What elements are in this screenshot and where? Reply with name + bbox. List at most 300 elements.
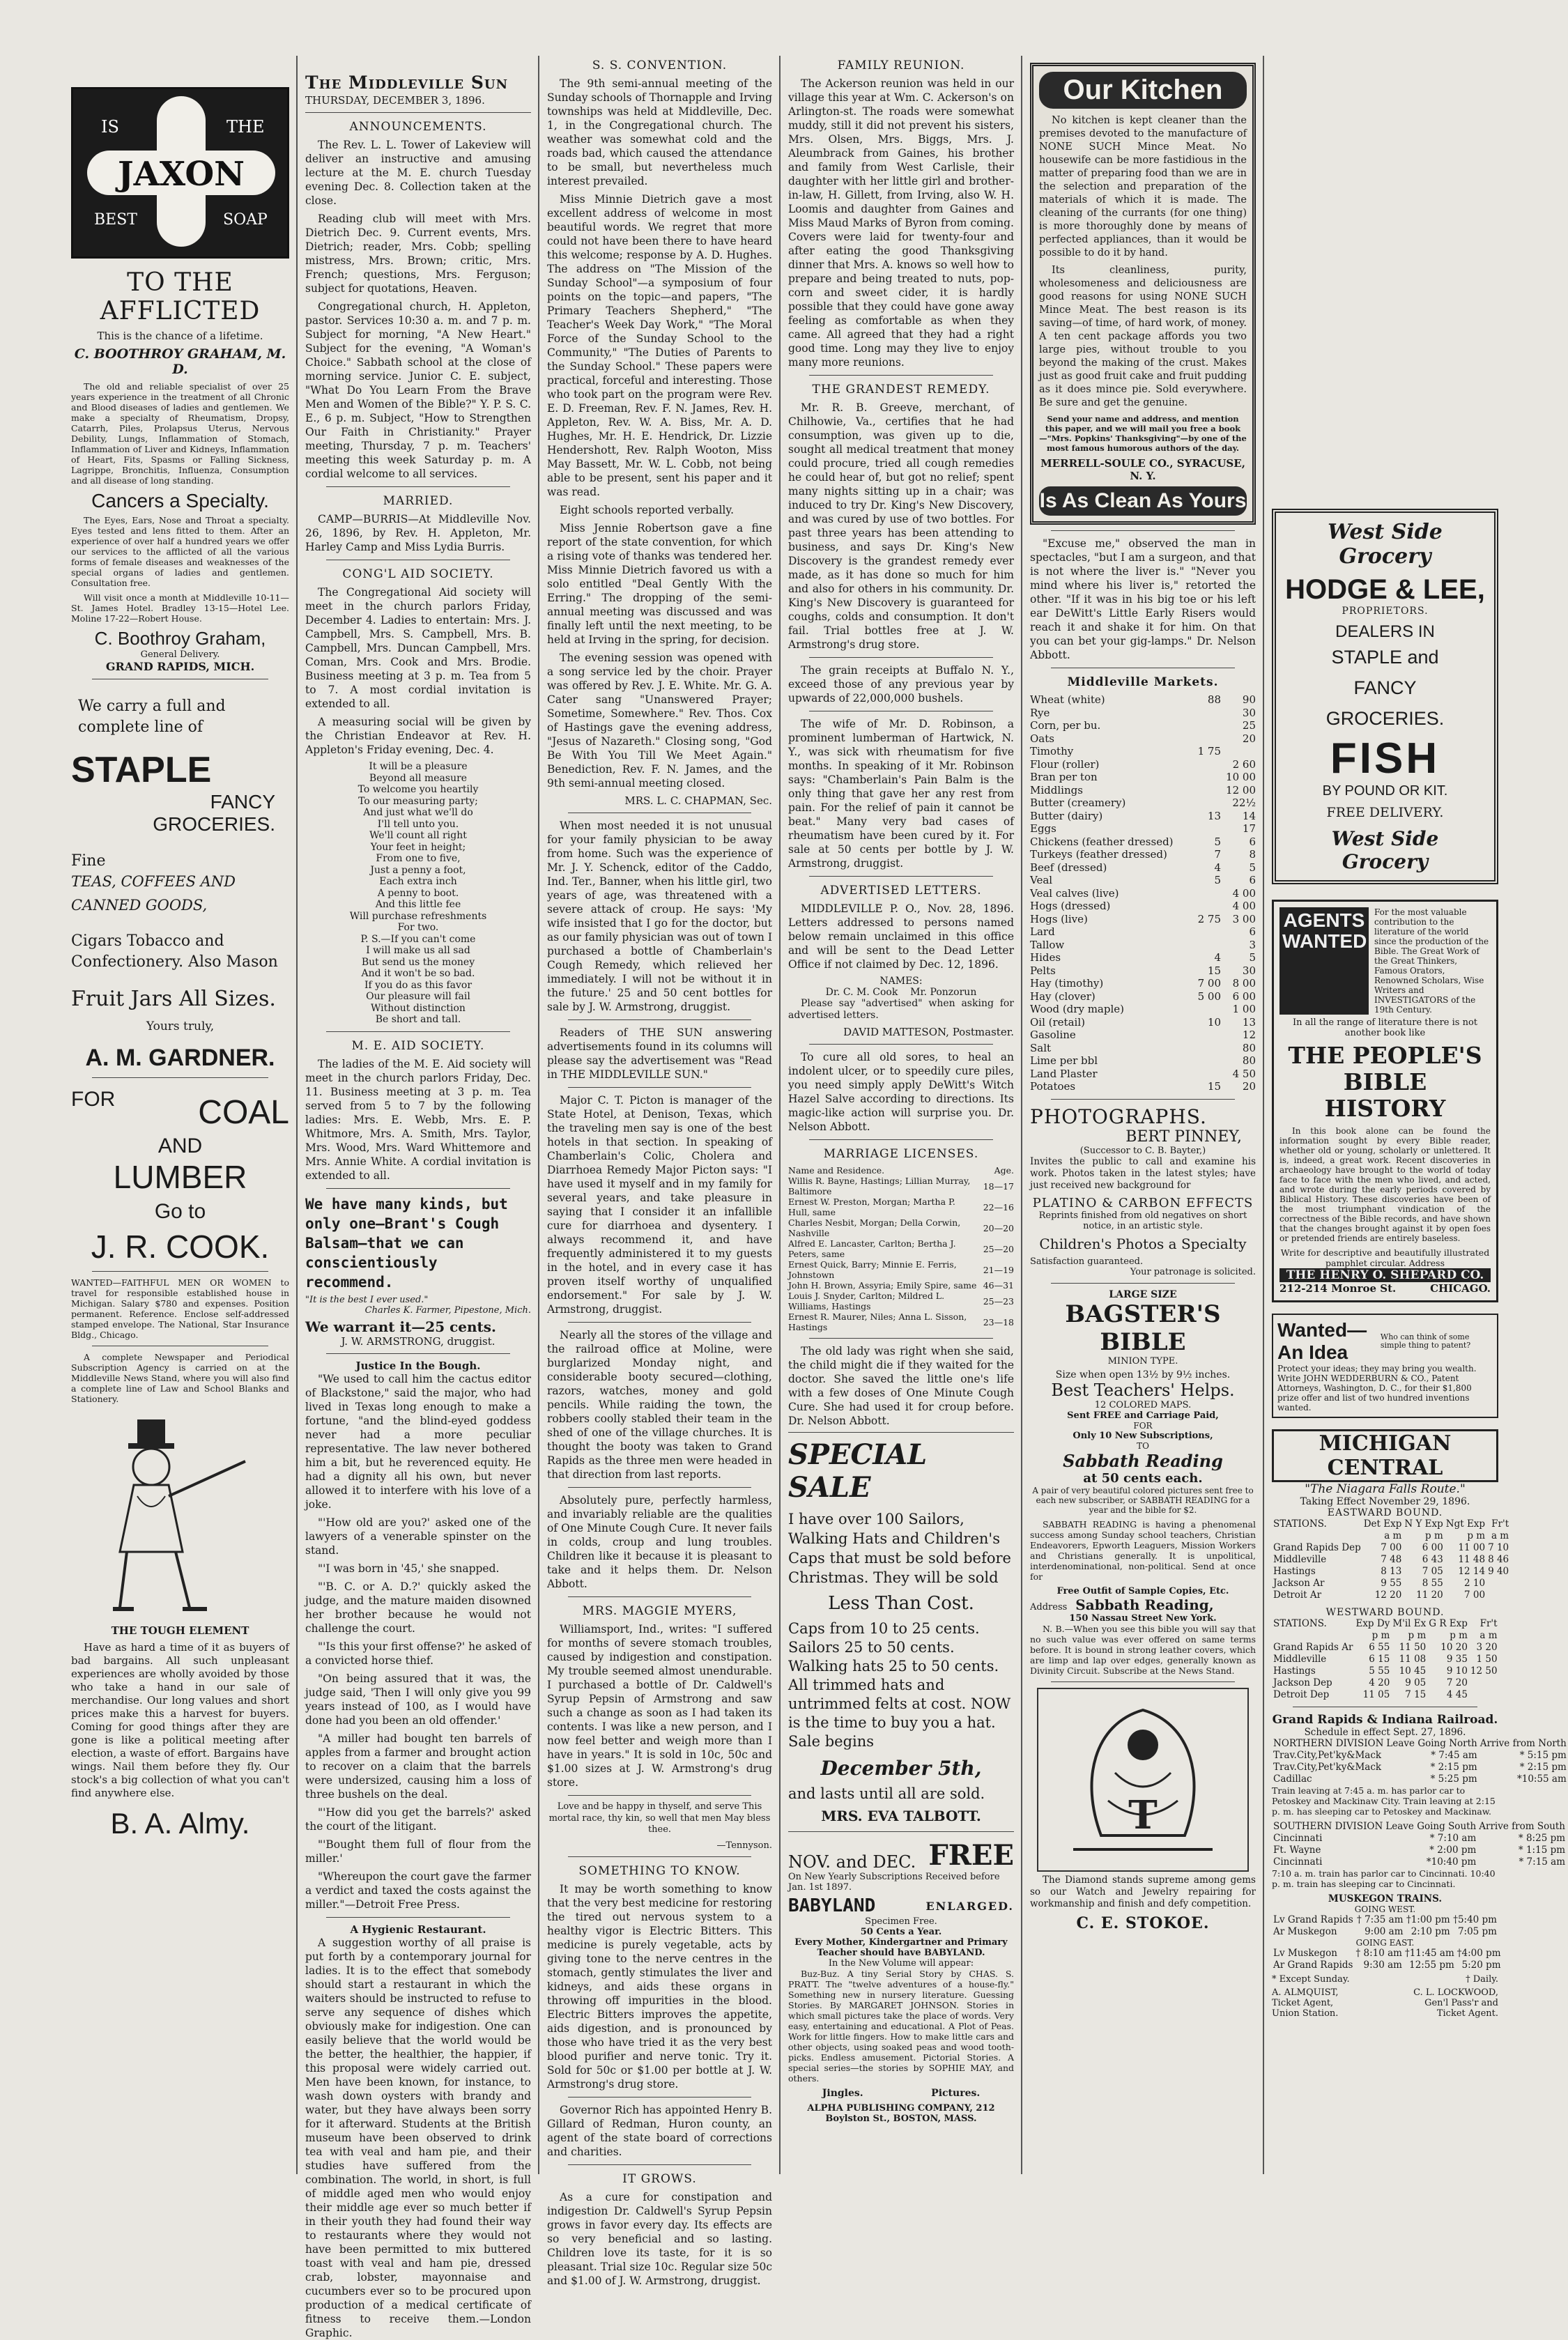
sale-prices: Caps from 10 to 25 cents. Sailors 25 to 50 cents. Walking hats 25 to 50 cents. All trimmed hats and untrimmed felts at cost. NOW is the time to buy you a hat. Sale begins xyxy=(788,1620,1011,1750)
mc-east-row-cell: 8 13 xyxy=(1381,1566,1402,1577)
afflicted-ad xyxy=(71,268,289,673)
cancers-headline: Cancers a Specialty. xyxy=(91,490,269,511)
remedy-body: Mr. R. B. Greeve, merchant, of Chilhowie, Va., certifies that he had consumption, was given up to die, sought all medical treatment that money could procure, tried all cough remedies he could hear of, but got no relief; spent many nights sitting up in a chair; was induced to try Dr. King's New Discovery, and was cured by use of two bottles. For past three years has been attending to business, and says Dr. King's New Discovery is the grandest remedy ever made, as it has done so much for him and also for others in his community. Dr. King's New Discovery is guaranteed for coughs, colds and consumption. It don't fail. Trial bottles free at J. W. Armstrong's drug store. xyxy=(788,401,1014,651)
market-row xyxy=(1030,836,1256,849)
market-item: Pelts xyxy=(1030,964,1056,977)
coal-word: COAL xyxy=(198,1094,289,1131)
market-item: Lime per bbl xyxy=(1030,1054,1098,1067)
mc-east-row-cell: 6 43 xyxy=(1422,1554,1443,1565)
picton-story: Major C. T. Picton is manager of the State Hotel, at Denison, Texas, which the traveling men say is one of the best hotels in that section. In speaking of Chamberlain's Colic, Cholera and Diarrhoea Remedy Major Picton says: "I have used it myself and in my family for several years, and take pleasure in saying that I consider it an infallible cure for diarrhoea and dysentery. I always recommend it, and have frequently administered it to my guests in the hotel, and in every case it has proven itself worthy of unqualified endorsement." For sale by J. W. Armstrong, druggist. xyxy=(547,1094,772,1316)
gri-musk-row-cell: 9:00 am xyxy=(1365,1926,1404,1937)
reunion-body: The Ackerson reunion was held in our village this year at Wm. C. Ackerson's on Arlington-st. The roads were somewhat muddy, still it did not prevent his sisters, Mrs. Olsen, Mrs. Biggs, Mrs. J. Aleumbrack from Gaines, his brother and family from West Carlisle, their daughter with her little girl and brother-in-law, H. Gillett, from Irving, also W. H. Loomis and daughter from Gaines and Miss Maud Marks of Byron from coming. Covers were laid for twenty-four and after eating the good Thanksgiving dinner that Mrs. A. knows so well how to prepare and being treated to nuts, pop-corn and sweet cider, it is hardly possible that they could have gone away feeling as comfortable as when they came. All agreed that they had a right good time. Long may they live to enjoy many more reunions. xyxy=(788,77,1014,369)
postmaster-signature: DAVID MATTESON, Postmaster. xyxy=(843,1026,1014,1038)
hodge-west2: West Side xyxy=(1331,827,1439,850)
column-rule xyxy=(538,56,539,2174)
photo-title: PHOTOGRAPHS. xyxy=(1030,1104,1207,1128)
gri-musk-row-cell: † 8:10 am xyxy=(1355,1948,1402,1959)
market-item: Beef (dressed) xyxy=(1030,861,1107,874)
names-list: Dr. C. M. Cook Mr. Ponzorun xyxy=(825,987,977,998)
names-label: NAMES: xyxy=(879,976,923,987)
babyland-offer: On New Yearly Subscriptions Received before Jan. 1st 1897. xyxy=(788,1872,1000,1893)
hodge-grocery2: Grocery xyxy=(1342,850,1429,873)
myers-title: MRS. MAGGIE MYERS, xyxy=(582,1604,737,1618)
justice-p9: "'Bought them full of flour from the miller.' xyxy=(305,1838,531,1865)
market-row xyxy=(1030,848,1256,861)
license-row: Ernest R. Maurer, Niles; Anna L. Sisson, Hastings 23—18 xyxy=(788,1311,1014,1332)
market-row xyxy=(1030,758,1256,771)
jaxon-bottom-right: SOAP xyxy=(223,211,268,229)
column-4 xyxy=(781,56,1021,2188)
photo-invites: Invites the public to call and examine his work. Photos taken in the latest styles; have just received new background for xyxy=(1030,1155,1256,1191)
market-item: Salt xyxy=(1030,1041,1052,1054)
agents-blurb: For the most valuable contribution to the literature of the world since the production of the Bible. The Great Work of the Great Thinkers, Famous Orators, Renowned Scholars, Wise Writers and INVESTIGATORS of the 19th Century. xyxy=(1374,907,1489,1015)
afflicted-title: TO THE AFFLICTED xyxy=(100,268,261,325)
gri-north-row-cell: * 7:45 am xyxy=(1431,1750,1477,1761)
ss-p1: The 9th semi-annual meeting of the Sunday schools of Thornapple and Irving townships was held at Middleville, Dec. 1, in the Congregational church. The weather was somewhat cold and the roads bad, which caused the attendance to be small, but nevertheless much interest prevailed. xyxy=(547,77,772,187)
robinson-story: The wife of Mr. D. Robinson, a prominent lumberman of Hartwick, N. Y., was sick with rheumatism for five months. In speaking of it Mr. Robinson says: "Chamberlain's Pain Balm is the only thing that gave her any rest from pain. For the relief of pain it cannot be beat." Many very bad cases of rheumatism have been cured by it. For sale at 50 cents per bottle by J. W. Armstrong, druggist. xyxy=(788,718,1014,870)
bagster-address-label: Address xyxy=(1030,1601,1068,1612)
congl-title: CONG'L AID SOCIETY. xyxy=(342,567,494,581)
jaxon-left: IS xyxy=(101,117,119,137)
mc-east-header-cell: a m xyxy=(1491,1530,1509,1541)
fruit-jars: Fruit Jars All Sizes. xyxy=(71,987,276,1011)
market-high: 90 xyxy=(1242,693,1256,706)
market-low xyxy=(1186,887,1221,900)
lumber-word: LUMBER xyxy=(113,1159,247,1195)
photo-patronage: Your patronage is solicited. xyxy=(1130,1266,1256,1277)
market-low xyxy=(1186,796,1221,810)
mc-east-header-cell: Det Exp xyxy=(1363,1518,1402,1530)
markets-title: Middleville Markets. xyxy=(1067,675,1219,689)
mc-west-header-cell: p m xyxy=(1371,1630,1390,1641)
ss-p5: The evening session was opened with a song service led by the choir. Prayer was offered by Rev. J. E. White. Mr. G. A. Cater sang "Unanswered Prayer; Sometime, Somewhere." Rev. Thos. Cox of Hastings gave the evening address, "Jesus of Nazareth." Closing song, "God Be With You Till We Meet Again." Benediction, Rev. F. N. James, and the 9th semi-annual meeting closed. xyxy=(547,652,772,790)
gri-title: Grand Rapids & Indiana Railroad. xyxy=(1272,1713,1498,1727)
gardner-name: A. M. GARDNER. xyxy=(85,1045,275,1071)
announcements-title: ANNOUNCEMENTS. xyxy=(349,120,487,134)
hodge-grocery: Grocery xyxy=(1339,544,1431,569)
mc-east-header-cell: Fr't xyxy=(1491,1518,1509,1530)
market-item: Timothy xyxy=(1030,745,1074,757)
sale-name: MRS. EVA TALBOTT. xyxy=(821,1808,981,1824)
wanted-idea-ad xyxy=(1272,1314,1498,1418)
mc-west-row-cell: 7 20 xyxy=(1446,1677,1468,1688)
market-high: 3 xyxy=(1249,938,1256,951)
market-low xyxy=(1186,1054,1221,1068)
grain-notice: The grain receipts at Buffalo N. Y., exceed those of any previous year by upwards of 22,000,000 bushels. xyxy=(788,664,1014,705)
agents-write: Write for descriptive and beautifully illustrated pamphlet circular. Address xyxy=(1280,1247,1490,1268)
mc-east-table xyxy=(1272,1518,1510,1601)
agents-title: THE PEOPLE'S BIBLE HISTORY xyxy=(1288,1042,1482,1122)
cigars-line: Cigars Tobacco and Confectionery. Also Mason xyxy=(71,932,278,971)
market-high: 6 xyxy=(1249,925,1256,938)
market-row xyxy=(1030,990,1256,1003)
market-high: 4 00 xyxy=(1232,900,1256,912)
stokoe-name: C. E. STOKOE. xyxy=(1076,1914,1210,1932)
our-kitchen-ad xyxy=(1030,63,1256,525)
mc-east-row-cell: 2 10 xyxy=(1464,1578,1486,1589)
market-item: Bran per ton xyxy=(1030,771,1098,783)
market-row xyxy=(1030,913,1256,926)
mc-east-header-cell: p m xyxy=(1425,1530,1443,1541)
market-high: 5 xyxy=(1249,951,1256,964)
hodge-prop: PROPRIETORS. xyxy=(1342,606,1429,617)
gri-south-row xyxy=(1272,1856,1567,1868)
agents-street: 212-214 Monroe St. xyxy=(1279,1282,1397,1295)
mc-west-header-cell: Fr't xyxy=(1479,1618,1498,1629)
market-low: 13 xyxy=(1207,809,1221,822)
market-row xyxy=(1030,745,1256,758)
market-low xyxy=(1186,1003,1221,1016)
licenses-header: Name and Residence. Age. xyxy=(788,1165,1014,1176)
mc-east-row-cell: 8 55 xyxy=(1422,1578,1443,1589)
market-low xyxy=(1186,784,1221,797)
market-row xyxy=(1030,822,1256,836)
market-low: 5 xyxy=(1214,835,1221,848)
gri-north-header-cell: NORTHERN DIVISION xyxy=(1273,1738,1384,1749)
grows-body: As a cure for constipation and indigestion Dr. Caldwell's Syrup Pepsin grows in favor every day. Its effects are so very beneficial and so lasting. Children love its taste, for it is so pleasant. Trial size 10c. Regular size 50c and $1.00 of J. W. Armstrong, druggist. xyxy=(547,2190,772,2287)
kitchen-tagline: Is As Clean As Yours xyxy=(1039,486,1247,516)
mc-west-header xyxy=(1272,1618,1499,1630)
mc-east-row-cell: 6 00 xyxy=(1422,1542,1443,1553)
mc-east-row-cell: 7 10 xyxy=(1488,1542,1509,1553)
hodge-staple: STAPLE and FANCY GROCERIES. xyxy=(1325,647,1445,729)
gri-south-row-cell: * 8:25 pm xyxy=(1518,1833,1566,1844)
hodge-lee-ad xyxy=(1272,509,1498,884)
gri-agent2-title: Gen'l Pass'r and xyxy=(1424,1998,1498,2008)
gri-north-header xyxy=(1272,1738,1568,1750)
gri-musk-row xyxy=(1272,1926,1498,1938)
gri-south-header xyxy=(1272,1821,1567,1833)
mc-west-table xyxy=(1272,1618,1499,1701)
market-high: 6 00 xyxy=(1232,990,1256,1003)
market-row xyxy=(1030,874,1256,887)
market-row xyxy=(1030,693,1256,707)
justice-p3: "'I was born in '45,' she snapped. xyxy=(318,1562,500,1575)
market-row xyxy=(1030,719,1256,732)
kitchen-body2: Its cleanliness, purity, wholesomeness and deliciousness are good reasons for using NONE SUCH Mince Meat. The best reason is its saving—of time, of hard work, of money. A ten cent package affords you two large pies, without trouble to you beyond the making of the crust. Makes just as good fruit cake and fruit pudding as it does mince pie. Sold everywhere. Be sure and get the genuine. xyxy=(1039,265,1247,408)
market-high: 3 00 xyxy=(1232,912,1256,925)
kitchen-title: Our Kitchen xyxy=(1039,72,1247,109)
license-row: Willis R. Bayne, Hastings; Lillian Murray, Baltimore 18—17 xyxy=(788,1176,1014,1196)
market-low xyxy=(1186,1042,1221,1055)
market-high: 30 xyxy=(1242,706,1256,719)
fancy-word: FANCY xyxy=(210,791,275,813)
gri-south-row-cell: * 7:15 am xyxy=(1519,1856,1566,1868)
market-row xyxy=(1030,977,1256,990)
babyland-pictures: Pictures. xyxy=(931,2088,981,2099)
yours-truly: Yours truly, xyxy=(146,1019,215,1033)
stokoe-ad xyxy=(1030,1688,1256,1932)
market-row xyxy=(1030,796,1256,810)
jaxon-brand: JAXON xyxy=(117,155,245,194)
mc-east-header-cell: a m xyxy=(1384,1530,1402,1541)
mc-west-row-cell: 4 45 xyxy=(1446,1689,1468,1700)
market-high: 22½ xyxy=(1232,796,1256,809)
market-low xyxy=(1186,771,1221,784)
column-5 xyxy=(1023,56,1263,2188)
readers-notice: Readers of THE SUN answering advertisements found in its columns will please say the advertisement was "Read in THE MIDDLEVILLE SUN." xyxy=(547,1026,772,1081)
market-row xyxy=(1030,964,1256,978)
kitchen-company: MERRELL-SOULE CO., SYRACUSE, N. Y. xyxy=(1040,457,1245,482)
bagster-title: BAGSTER'S BIBLE xyxy=(1065,1300,1221,1356)
love-verse: Love and be happy in thyself, and serve This mortal race, thy kin, so well that men May bless thee. xyxy=(548,1801,771,1835)
gri-north-row-cell: Trav.City,Pet'ky&Mack xyxy=(1273,1750,1382,1761)
market-high: 1 00 xyxy=(1232,1003,1256,1015)
bagster-sabbath: Sabbath Reading xyxy=(1063,1450,1223,1471)
hodge-name: HODGE & LEE, xyxy=(1285,574,1485,605)
market-item: Hay (clover) xyxy=(1030,990,1096,1003)
tough-body: Have as hard a time of it as buyers of bad bargains. All such unpleasant experiences are wholly avoided by those who take a hand in our sale of merchandise. Our long values and short prices make this a harvest for buyers. Coming for good things after they are gone is like a political meeting after election, a waste of effort. Bargains have wings. Nail them before they fly. Our stock's a big collection of what you can't find anywhere else. xyxy=(71,1641,289,1799)
market-item: Middlings xyxy=(1030,783,1083,796)
for-word: FOR xyxy=(71,1088,116,1111)
market-low xyxy=(1186,939,1221,952)
mc-effect: Taking Effect November 29, 1896. xyxy=(1300,1496,1470,1507)
mc-west-header xyxy=(1272,1630,1499,1642)
bagster-helps: Best Teachers' Helps. xyxy=(1051,1380,1235,1400)
market-item: Oil (retail) xyxy=(1030,1015,1085,1029)
special-sale-ad xyxy=(788,1438,1014,1824)
mc-west-row-cell: 9 10 xyxy=(1446,1665,1468,1677)
hodge-fish: FISH xyxy=(1330,734,1440,783)
mc-west-header-cell: p m xyxy=(1450,1630,1468,1641)
market-high: 12 00 xyxy=(1226,783,1256,796)
bagster-street: 150 Nassau Street New York. xyxy=(1069,1612,1217,1624)
dandy-figure-icon xyxy=(71,1413,289,1622)
bagster-maps: 12 COLORED MAPS. xyxy=(1094,1399,1192,1410)
market-row xyxy=(1030,1068,1256,1081)
ornamental-initial-illustration xyxy=(1037,1688,1249,1872)
mc-west-header-cell xyxy=(1272,1630,1354,1642)
hygienic-title: A Hygienic Restaurant. xyxy=(350,1923,486,1936)
market-row xyxy=(1030,1003,1256,1016)
market-item: Corn, per bu. xyxy=(1030,719,1101,732)
market-low: 7 00 xyxy=(1197,977,1221,990)
myers-body: Williamsport, Ind., writes: "I suffered for months of severe stomach troubles, caused by indigestion and constipation. My trouble seemed almost unendurable. I purchased a bottle of Dr. Caldwell's Syrup Pepsin of Armstrong and saw such a change as soon as I had taken its contents. I was like a new person, and I now feel better and weigh more than I have in years." It is sold in 10c, 50c and $1.00 sizes at J. W. Armstrong's drug store. xyxy=(547,1623,772,1789)
column-rule xyxy=(1263,56,1264,2174)
graham-signature: C. Boothroy Graham, xyxy=(94,628,266,649)
market-low: 10 xyxy=(1207,1015,1221,1029)
balsam-quote-author: Charles K. Farmer, Pipestone, Mich. xyxy=(364,1304,531,1316)
hodge-delivery: FREE DELIVERY. xyxy=(1326,805,1444,820)
warrant-line: We warrant it—25 cents. xyxy=(305,1318,497,1335)
market-item: Butter (creamery) xyxy=(1030,796,1126,809)
market-low: 1 75 xyxy=(1197,745,1221,757)
gri-north-row-cell: Cadillac xyxy=(1273,1773,1312,1785)
gri-south-row-cell: Cincinnati xyxy=(1273,1856,1323,1868)
market-row xyxy=(1030,861,1256,875)
mc-east-row xyxy=(1272,1589,1510,1601)
gri-north-row-cell: * 2:15 pm xyxy=(1519,1762,1567,1773)
gri-musk-row-cell: †5:40 pm xyxy=(1453,1914,1497,1925)
gri-north-row-cell: *10:55 am xyxy=(1516,1773,1567,1785)
graham-title: General Delivery. xyxy=(140,649,220,660)
jaxon-right: THE xyxy=(226,117,265,137)
tough-title: THE TOUGH ELEMENT xyxy=(111,1624,249,1637)
babyland-jingles: Jingles. xyxy=(822,2088,863,2099)
kitchen-send: Send your name and address, and mention this paper, and we will mail you free a book—"Mrs. Popkins' Thanksgiving"—by one of the most famous humorous authors of the day. xyxy=(1039,414,1247,453)
mc-east-row-cell: Detroit Ar xyxy=(1273,1589,1322,1601)
agents-wanted: AGENTS WANTED xyxy=(1279,907,1369,1015)
column-6 xyxy=(1265,56,1567,2188)
gri-musk-row-cell: Lv Muskegon xyxy=(1273,1948,1337,1959)
mc-east-header-cell: N Y Exp xyxy=(1404,1518,1443,1530)
gri-north-row-cell: * 2:15 pm xyxy=(1430,1762,1477,1773)
gri-musk-west-table xyxy=(1272,1914,1498,1938)
market-row xyxy=(1030,900,1256,913)
please-say: Please say "advertised" when asking for advertised letters. xyxy=(788,998,1014,1021)
gri-south-row-cell: Cincinnati xyxy=(1273,1833,1323,1844)
balsam-quote: "It is the best I ever used." xyxy=(305,1294,429,1305)
market-low xyxy=(1186,900,1221,913)
mc-sub: "The Niagara Falls Route." xyxy=(1305,1482,1466,1496)
gri-south-row xyxy=(1272,1833,1567,1845)
market-low: 15 xyxy=(1207,1080,1221,1093)
gri-north-row xyxy=(1272,1773,1568,1785)
doctor-name: C. BOOTHROY GRAHAM, M. D. xyxy=(74,346,286,377)
market-item: Potatoes xyxy=(1030,1080,1076,1093)
announcement-congregational: Congregational church, H. Appleton, pastor. Services 10:30 a. m. and 7 p. m. Subject for morning, "A New Heart." Subject for the evening, "A Woman's Choice." Sabbath school at the close of morning service. Junior C. E. subject, "What Do You Learn From the Brave Men and Women of the Bible?" Y. P. S. C. E., 6 p. m. Subject, "How to Strengthen Our Faith in Christianity." Prayer meeting, Thursday, 7 p. m. Teachers' meeting this week Saturday p. m. A cordial welcome to all services. xyxy=(305,300,531,480)
gri-timetable xyxy=(1272,1713,1567,2019)
mc-west-header-cell: a m xyxy=(1479,1630,1498,1641)
license-row: Alfred E. Lancaster, Carlton; Bertha J. Peters, same 25—20 xyxy=(788,1238,1014,1259)
ss-p3: Eight schools reported verbally. xyxy=(560,504,734,516)
bagster-large: LARGE SIZE xyxy=(1109,1288,1177,1300)
mc-west-row-cell: Hastings xyxy=(1273,1665,1316,1677)
gri-agent1-station: Union Station. xyxy=(1272,2008,1339,2019)
license-row: Charles Nesbit, Morgan; Della Corwin, Nashville 20—20 xyxy=(788,1217,1014,1238)
afflicted-visits: Will visit once a month at Middleville 10-11—St. James Hotel. Bradley 13-15—Hotel Lee. Moline 17-22—Robert House. xyxy=(71,592,289,624)
market-low: 5 xyxy=(1214,874,1221,886)
gri-musk-row-cell: 5:20 pm xyxy=(1461,1960,1501,1971)
market-row xyxy=(1030,925,1256,939)
grows-title: IT GROWS. xyxy=(622,2171,697,2186)
letters-title: ADVERTISED LETTERS. xyxy=(820,884,982,898)
gri-agent1-title: Ticket Agent, xyxy=(1272,1998,1334,2008)
market-low: 7 xyxy=(1214,848,1221,861)
bagster-bible-ad xyxy=(1030,1289,1256,1676)
bagster-to: TO xyxy=(1137,1440,1149,1451)
market-high: 12 xyxy=(1242,1029,1256,1041)
bagster-sent: Sent FREE and Carriage Paid, xyxy=(1067,1410,1219,1421)
kitchen-body: No kitchen is kept cleaner than the premises devoted to the manufacture of NONE SUCH Mince Meat. No housewife can be more fastidious in the matter of preparing food than we are in the selection and preparation of the materials of which it is made. The cleaning of the currants (for one thing) is more thoroughly done by means of perfected appliances, than it would be possible to do it by hand. xyxy=(1039,115,1247,259)
moline-story: Nearly all the stores of the village and the railroad office at Moline, were burglarized Monday night, and considerable booty secured—clothing, razors, watches, money and gold pencils. While raiding the town, the robbers coolly stabled their team in the shed of one of the village churches. It is thought the booty was taken to Grand Rapids as the three men were headed in that direction from last reports. xyxy=(547,1329,772,1481)
know-body: It may be worth something to know that the very best medicine for restoring the tired out nervous system to a healthy vigor is Electric Bitters. This medicine is purely vegetable, acts by giving tone to the nerve centres in the stomach, gently stimulates the liver and kidneys, and aids these organs in throwing off impurities in the blood. Electric Bitters improves the appetite, aids digestion, and is pronounced by those who have tried it as the very best blood purifier and nerve tonic. Try it. Sold for 50c or $1.00 per bottle at J. W. Armstrong's drug store. xyxy=(547,1882,772,2091)
mc-east-header-cell xyxy=(1272,1530,1362,1542)
hygienic-body: A suggestion worthy of all praise is put forth by a contemporary journal for ladies. It is to the effect that somebody should start a restaurant in which the waiters should be instructed to refuse to serve any sequence of dishes which obviously make for indigestion. One can easily believe that the world would be the better, the healthier, the happier, if this proposal were widely carried out. Men have been known, for instance, to wash down oysters with brandy and water, but they have always been sorry for it afterward. Students at the British museum have been observed to drink tea with veal and ham pie, and their studies have suffered from the combination. The world, in short, is full of middle aged men who would enjoy their middle age ever so much better if in their youth they had found their way to restaurants where they would not have been permitted to mix buttered toast with veal and ham pie, dressed crab, lobster, mayonnaise and cucumbers ever so to be procured upon production of a medical certificate of fitness to receive them.—London Graphic. xyxy=(305,1936,531,2339)
gri-musk-row-cell: † 7:35 am xyxy=(1357,1914,1404,1925)
mc-west-row-cell: Detroit Dep xyxy=(1273,1689,1330,1700)
babyland-enlarged: ENLARGED. xyxy=(925,1899,1014,1913)
market-high: 4 50 xyxy=(1232,1067,1256,1080)
babyland-free: FREE xyxy=(928,1839,1014,1872)
market-item: Hogs (live) xyxy=(1030,912,1088,925)
babyland-publisher: ALPHA PUBLISHING COMPANY, 212 Boylston St., BOSTON, MASS. xyxy=(807,2103,995,2124)
column-rule xyxy=(779,56,781,2174)
gri-south-header-cell: SOUTHERN DIVISION xyxy=(1273,1821,1383,1832)
gri-musk-going: GOING WEST. xyxy=(1354,1904,1416,1914)
babyland-name: BABYLAND xyxy=(788,1895,876,1916)
mc-west-row-cell: 7 15 xyxy=(1405,1689,1427,1700)
cook-name: J. R. COOK. xyxy=(91,1229,270,1265)
wanted-notice: WANTED—FAITHFUL MEN OR WOMEN to travel for responsible established house in Michigan. Salary $780 and expenses. Position permanent. Reference. Enclose self-addressed stamped envelope. The National, Star Insurance Bldg., Chicago. xyxy=(71,1277,289,1340)
market-item: Turkeys (feather dressed) xyxy=(1030,848,1167,861)
mc-east-row-cell: Jackson Ar xyxy=(1273,1578,1325,1589)
gri-musk-row-cell: 9:30 am xyxy=(1363,1960,1402,1971)
bagster-free: Free Outfit of Sample Copies, Etc. xyxy=(1056,1585,1229,1596)
bagster-address: Sabbath Reading, xyxy=(1075,1596,1214,1613)
gri-north-row xyxy=(1272,1762,1568,1773)
justice-p1: "We used to call him the cactus editor of Blackstone," said the major, who had lived in Texas long enough to make a fortune, "and the blind-eyed goddess never had a more peculiar representative. The law never bothered him a bit, but he reverenced equity. He had a dignity all his own, but never allowed it to interfere with his love of a joke. xyxy=(305,1372,531,1511)
croup-story: When most needed it is not unusual for your family physician to be away from home. Such was the experience of Mr. J. Y. Schenck, editor of the Caddo, Ind. Ter., Banner, when his little girl, two years of age, was threatened with a severe attack of croup. He says: 'My wife insisted that I go for the doctor, but as our family physician was out of town I purchased a bottle of Chamberlain's Cough Remedy, which relieved her immediately. I will not be without it in the future.' 25 and 50 cent bottles for sale by J. W. Armstrong, druggist. xyxy=(547,819,772,1013)
market-low: 2 75 xyxy=(1197,912,1221,925)
gri-south-header-cell: Arrive from South xyxy=(1479,1821,1566,1832)
market-low: 4 xyxy=(1214,951,1221,964)
market-high: 14 xyxy=(1242,809,1256,822)
gri-south-row-cell: * 7:10 am xyxy=(1429,1833,1477,1844)
mc-east-header xyxy=(1272,1518,1510,1530)
mc-west-row-cell: 5 55 xyxy=(1369,1665,1390,1677)
market-item: Wheat (white) xyxy=(1030,693,1105,706)
market-high: 80 xyxy=(1242,1054,1256,1067)
market-high: 13 xyxy=(1242,1015,1256,1029)
agents-range: In all the range of literature there is not another book like xyxy=(1292,1017,1478,1038)
mc-east-row-cell: 7 05 xyxy=(1422,1566,1443,1577)
gardner-intro: We carry a full and complete line of xyxy=(78,698,226,736)
idea-small: Who can think of some simple thing to patent? xyxy=(1380,1332,1471,1350)
justice-p2: "'How old are you?' asked one of the lawyers of a venerable spinster on the stand. xyxy=(305,1516,531,1557)
justice-p6: "On being assured that it was, the judge said, 'Then I will only give you 99 years instead of 100, as I would have done had you been an old offender.' xyxy=(305,1672,531,1727)
mc-west-row xyxy=(1272,1642,1499,1654)
market-item: Wood (dry maple) xyxy=(1030,1003,1124,1015)
cook-ad xyxy=(71,1088,289,1265)
remedy-title: THE GRANDEST REMEDY. xyxy=(812,383,990,397)
babyland-desc: Every Mother, Kindergartner and Primary Teacher should have BABYLAND. xyxy=(794,1937,1008,1958)
gri-musk-row-cell: Ar Muskegon xyxy=(1273,1926,1337,1937)
ornament-icon xyxy=(1052,1696,1233,1863)
gri-south-table xyxy=(1272,1821,1567,1868)
market-high: 8 00 xyxy=(1232,977,1256,990)
market-high: 80 xyxy=(1242,1041,1256,1054)
babyland-new-vol: In the New Volume will appear: xyxy=(828,1958,974,1969)
bagster-minion: MINION TYPE. xyxy=(1107,1355,1178,1367)
market-low xyxy=(1186,719,1221,732)
justice-p4: "'B. C. or A. D.?' quickly asked the judge, and the mature maiden disowned her brother because he would not challenge the court. xyxy=(305,1580,531,1635)
photographs-ad xyxy=(1030,1105,1256,1277)
market-high: 20 xyxy=(1242,732,1256,745)
mc-west-header-cell: M'il Ex xyxy=(1392,1618,1427,1629)
mc-east-header-cell: p m xyxy=(1467,1530,1486,1541)
mc-east-row-cell: Middleville xyxy=(1273,1554,1327,1565)
announcement-lecture: The Rev. L. L. Tower of Lakeview will deliver an instructive and amusing lecture at the M. E. church Tuesday evening Dec. 8. Collection taken at the close. xyxy=(305,139,531,207)
bagster-size: Size when open 13½ by 9½ inches. xyxy=(1055,1369,1231,1380)
mc-east-row-cell: 12 14 xyxy=(1458,1566,1486,1577)
gri-north-row-cell: * 5:25 pm xyxy=(1430,1773,1477,1785)
mc-west-header-cell: G R Exp xyxy=(1429,1618,1468,1629)
gri-musk-row-cell: Ar Grand Rapids xyxy=(1273,1960,1353,1971)
me-title: M. E. AID SOCIETY. xyxy=(351,1038,485,1053)
gri-musk-east-table xyxy=(1272,1948,1502,1971)
market-row xyxy=(1030,1080,1256,1093)
gri-north-header-cell: Leave Going North xyxy=(1386,1738,1477,1749)
babyland-price: 50 Cents a Year. xyxy=(860,1927,942,1937)
gri-south-row-cell: * 2:00 pm xyxy=(1429,1845,1477,1856)
justice-title: Justice In the Bough. xyxy=(355,1359,481,1372)
mc-west-row-cell: 1 50 xyxy=(1476,1654,1498,1665)
market-high: 4 00 xyxy=(1232,886,1256,900)
column-rule xyxy=(296,56,298,2174)
market-item: Flour (roller) xyxy=(1030,757,1100,771)
mc-east-row-cell: 11 00 xyxy=(1458,1542,1486,1553)
